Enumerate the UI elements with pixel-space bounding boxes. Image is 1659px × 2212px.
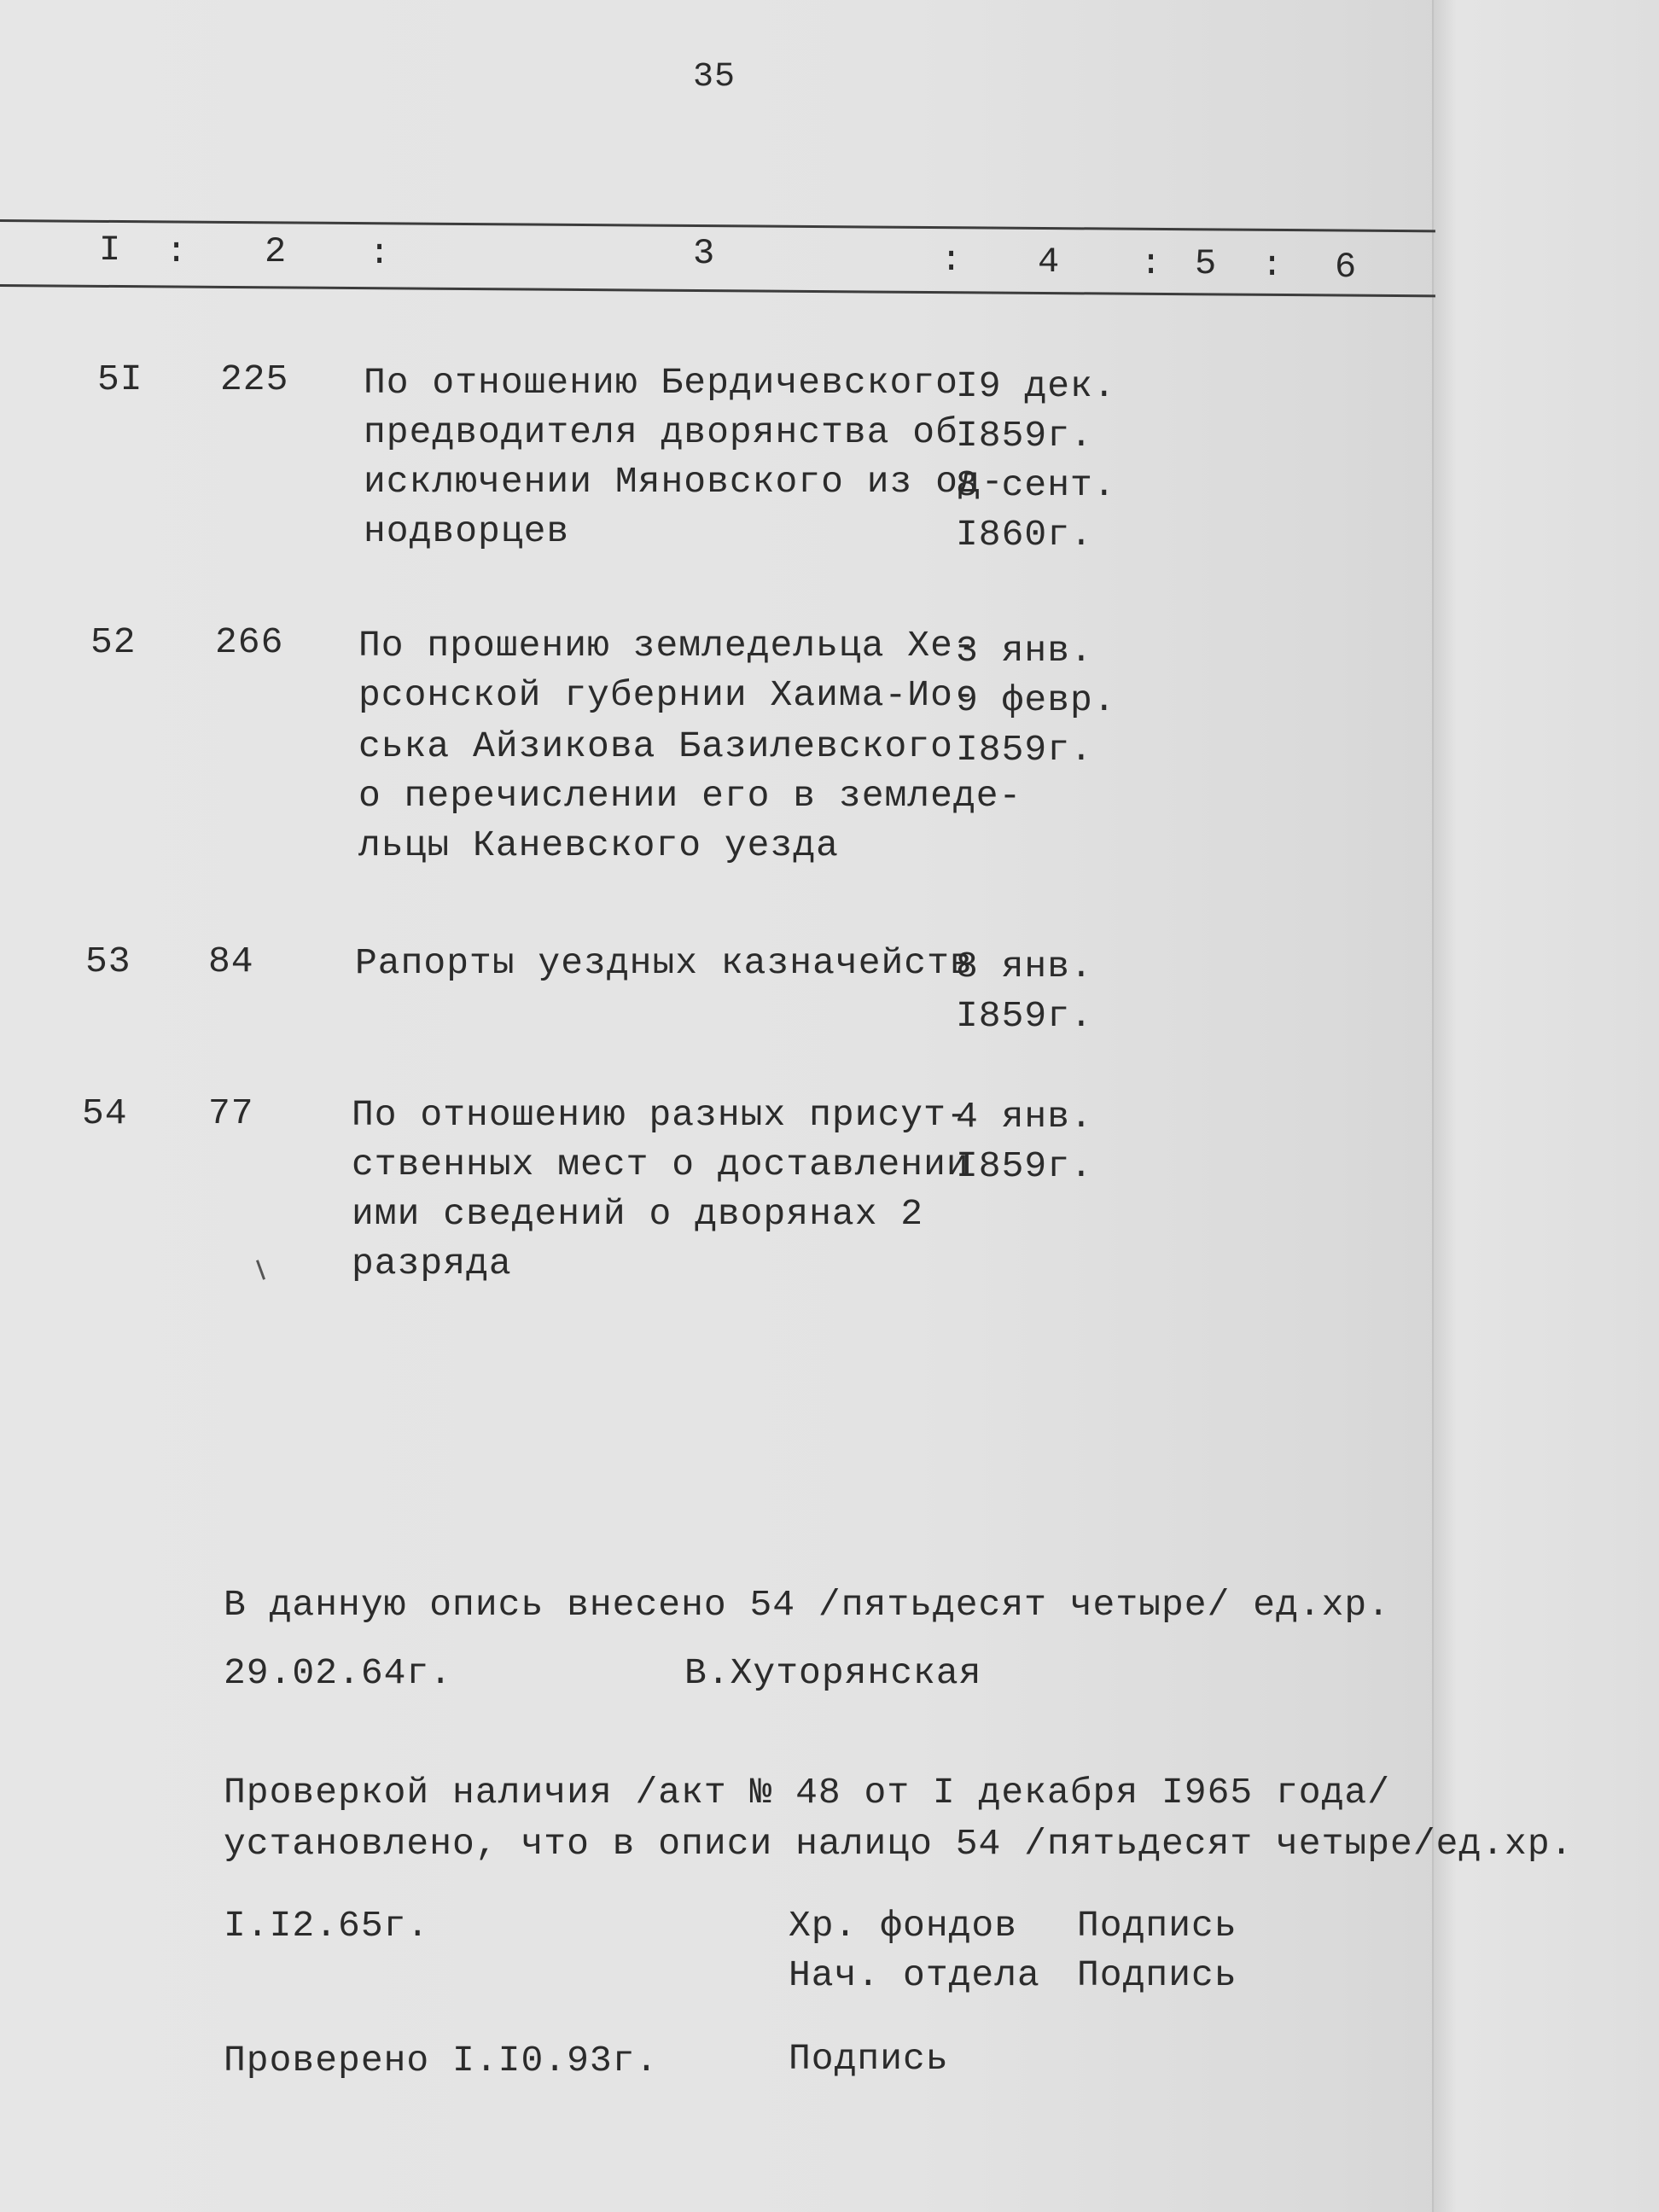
entry-title-line: ими сведений о дворянах 2 bbox=[352, 1193, 924, 1235]
entry-title-line: ська Айзикова Базилевского bbox=[358, 725, 953, 767]
page-edge-shadow bbox=[1432, 0, 1659, 2212]
verification-date: I.I2.65г. bbox=[224, 1905, 430, 1947]
column-header-1: I bbox=[99, 230, 121, 271]
checked-line: Проверено I.I0.93г. bbox=[224, 2040, 659, 2081]
entry-date-line: 8 сент. bbox=[956, 464, 1116, 506]
header-rule-top bbox=[0, 219, 1435, 232]
verification-line: Проверкой наличия /акт № 48 от I декабря I965 года/ bbox=[224, 1772, 1391, 1813]
entry-title-line: разряда bbox=[352, 1243, 512, 1284]
entry-number: 53 bbox=[85, 940, 131, 982]
page-number: 35 bbox=[693, 58, 736, 96]
column-header-separator: : bbox=[1261, 245, 1284, 286]
column-header-separator: : bbox=[166, 231, 188, 272]
signer-role: Нач. отдела bbox=[789, 1954, 1040, 1996]
entry-date-line: 3 янв. bbox=[956, 630, 1093, 672]
entry-title-line: По прошению земледельца Хе- bbox=[358, 625, 976, 667]
summary-line: В данную опись внесено 54 /пятьдесят четыре/ ед.хр. bbox=[224, 1584, 1391, 1626]
entry-title-line: рсонской губернии Хаима-Ио- bbox=[358, 674, 976, 716]
column-header-6: 6 bbox=[1335, 247, 1357, 288]
entry-title-line: По отношению разных присут- bbox=[352, 1094, 969, 1136]
entry-date-line: I9 дек. bbox=[956, 365, 1116, 407]
entry-title-line: предводителя дворянства об bbox=[364, 411, 958, 453]
column-header-separator: : bbox=[369, 233, 391, 274]
signature-label: Подпись bbox=[1077, 1905, 1237, 1947]
entry-file-code: 84 bbox=[208, 940, 254, 982]
column-header-separator: : bbox=[1140, 243, 1162, 284]
entry-date-line: I859г. bbox=[956, 415, 1093, 457]
entry-date-line: I860г. bbox=[956, 514, 1093, 556]
column-header-2: 2 bbox=[265, 231, 287, 272]
column-header-5: 5 bbox=[1195, 243, 1217, 284]
entry-date-line: I859г. bbox=[956, 1145, 1093, 1187]
signer-role: Хр. фондов bbox=[789, 1905, 1018, 1947]
column-header-separator: : bbox=[940, 240, 963, 281]
entry-title-line: Рапорты уездных казначейств bbox=[355, 942, 973, 984]
header-rule-bottom bbox=[0, 284, 1435, 297]
entry-date-line: I859г. bbox=[956, 995, 1093, 1037]
verification-line: установлено, что в описи налицо 54 /пятьдесят четыре/ед.хр. bbox=[224, 1823, 1574, 1865]
entry-date-line: 8 янв. bbox=[956, 946, 1093, 987]
entry-number: 52 bbox=[90, 621, 137, 663]
column-header-4: 4 bbox=[1038, 242, 1060, 282]
entry-title-line: По отношению Бердичевского bbox=[364, 362, 958, 404]
entry-title-line: нодворцев bbox=[364, 510, 570, 552]
entry-title-line: льцы Каневского уезда bbox=[358, 824, 839, 866]
column-header-3: 3 bbox=[693, 233, 715, 274]
signature-label: Подпись bbox=[789, 2038, 949, 2080]
compiler-name: В.Хуторянская bbox=[684, 1652, 982, 1694]
entry-number: 5I bbox=[97, 358, 143, 400]
entry-file-code: 77 bbox=[208, 1092, 254, 1134]
entry-date-line: I859г. bbox=[956, 729, 1093, 771]
entry-date-line: 4 янв. bbox=[956, 1096, 1093, 1138]
signature-label: Подпись bbox=[1077, 1954, 1237, 1996]
entry-title-line: о перечислении его в земледе- bbox=[358, 775, 1022, 817]
entry-file-code: 266 bbox=[215, 621, 284, 663]
summary-date: 29.02.64г. bbox=[224, 1652, 453, 1694]
entry-number: 54 bbox=[82, 1092, 128, 1134]
entry-title-line: исключении Мяновского из од- bbox=[364, 461, 1004, 503]
entry-date-line: 9 февр. bbox=[956, 679, 1116, 721]
entry-title-line: ственных мест о доставлении bbox=[352, 1144, 969, 1185]
entry-file-code: 225 bbox=[220, 358, 289, 400]
pencil-mark bbox=[256, 1260, 265, 1280]
